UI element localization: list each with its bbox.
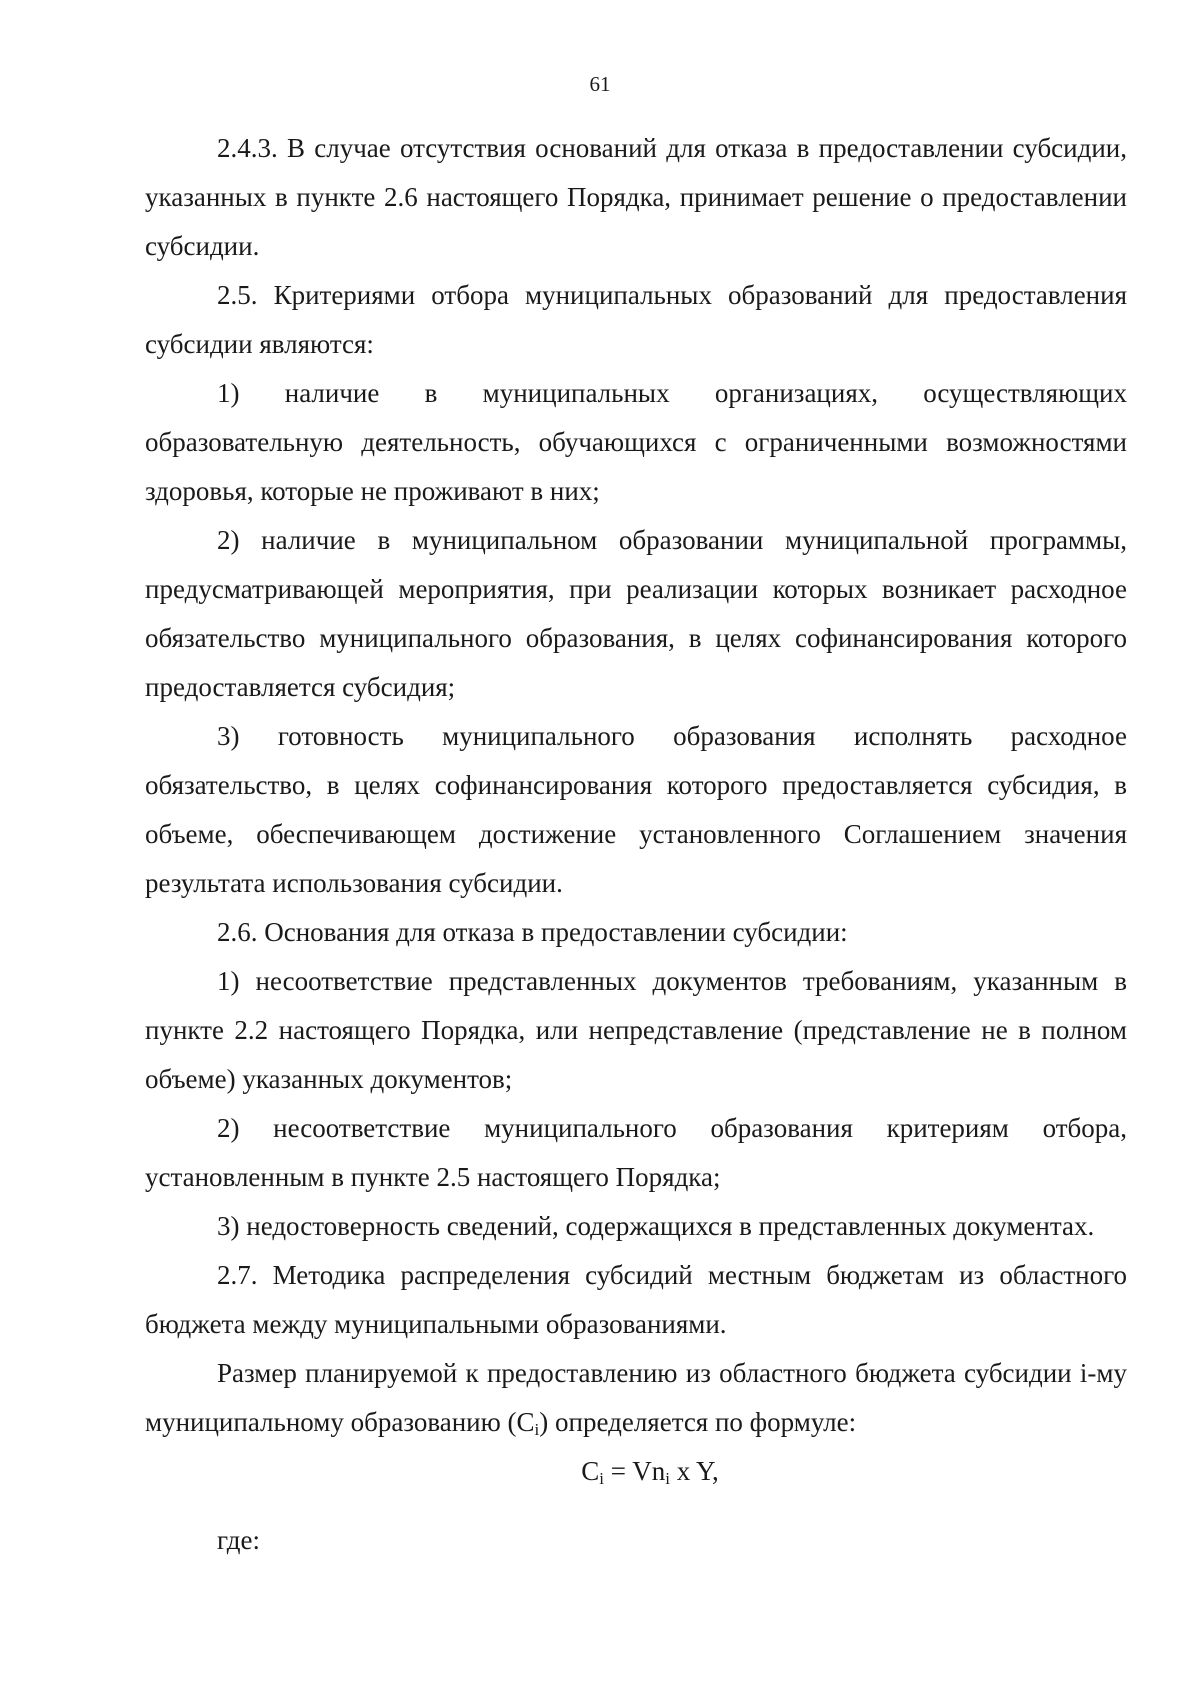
formula-lhs: C: [581, 1456, 600, 1486]
formula-lhs-subscript: i: [599, 1469, 604, 1488]
criterion-2: 2) наличие в муниципальном образовании муниципальной программы, предусматривающей мероприятия, при реализации которых возникает расходное обязательство муниципального образования, в целях софинансирования которого предоставляется субсидия;: [145, 525, 1127, 702]
where-label: где:: [217, 1525, 260, 1555]
subsidy-size-paragraph: [145, 1349, 1127, 1447]
paragraph-2-4-3: 2.4.3. В случае отсутствия оснований для отказа в предоставлении субсидии, указанных в пункте 2.6 настоящего Порядка, принимает решение о предоставлении субсидии.: [145, 133, 1127, 261]
refusal-ground-1: 1) несоответствие представленных документов требованиям, указанным в пункте 2.2 настоящего Порядка, или непредставление (представление не в полном объеме) указанных документов;: [145, 966, 1127, 1094]
criterion-3: 3) готовность муниципального образования исполнять расходное обязательство, в целях софинансирования которого предоставляется субсидия, в объеме, обеспечивающем достижение установленного Соглашением значения результата использования субсидии.: [145, 721, 1127, 898]
formula-mid: = Vn: [603, 1456, 666, 1486]
formula-mid-subscript: i: [665, 1469, 670, 1488]
refusal-ground-2: 2) несоответствие муниципального образования критериям отбора, установленным в пункте 2.5 настоящего Порядка;: [145, 1113, 1127, 1192]
subsidy-size-subscript: i: [534, 1420, 540, 1439]
document-body: [145, 124, 1127, 1565]
formula-rhs: x Y,: [669, 1456, 719, 1486]
refusal-ground-3: 3) недостоверность сведений, содержащихся в представленных документах.: [217, 1211, 1095, 1241]
subsidy-size-text-end: ) определяется по формуле:: [539, 1407, 857, 1437]
subsidy-size-text-start: Размер планируемой к предоставлению из областного бюджета субсидии i-му муниципальному образованию (C: [145, 1358, 1127, 1437]
paragraph-2-6: 2.6. Основания для отказа в предоставлении субсидии:: [217, 917, 848, 947]
subsidy-formula: [145, 1447, 1127, 1496]
criterion-1: 1) наличие в муниципальных организациях, осуществляющих образовательную деятельность, обучающихся с ограниченными возможностями здоровья, которые не проживают в них;: [145, 378, 1127, 506]
page-number: 61: [589, 72, 611, 96]
paragraph-2-5: 2.5. Критериями отбора муниципальных образований для предоставления субсидии являются:: [145, 280, 1127, 359]
paragraph-2-7: 2.7. Методика распределения субсидий местным бюджетам из областного бюджета между муниципальными образованиями.: [145, 1260, 1127, 1339]
